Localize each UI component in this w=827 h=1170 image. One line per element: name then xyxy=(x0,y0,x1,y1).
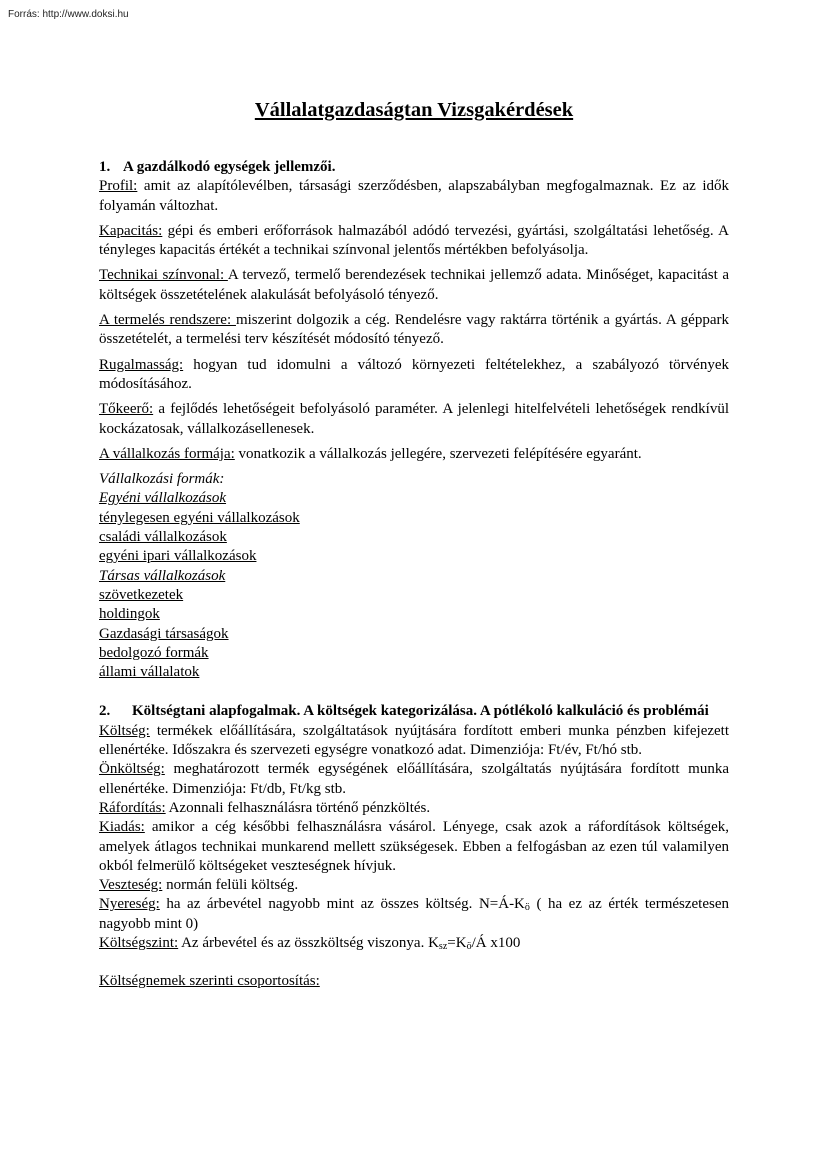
definition: hogyan tud idomulni a változó környezeti feltételekhez, a szabályozó törvények módosításához. xyxy=(99,356,729,392)
paragraph-spacer xyxy=(99,953,729,972)
definition: amit az alapítólevélben, társasági szerződésben, alapszabályban megfogalmaznak. Ez az idők folyamán változhat. xyxy=(99,178,729,214)
list-item: Társas vállalkozások xyxy=(99,567,226,584)
list-item: Egyéni vállalkozások xyxy=(99,490,227,507)
list-item: bedolgozó formák xyxy=(99,644,209,661)
term: Veszteség: xyxy=(99,877,163,894)
definition: ha az árbevétel nagyobb mint az összes költség. N=Á-K xyxy=(159,896,525,913)
term: Ráfordítás: xyxy=(99,799,166,816)
list-item: Gazdasági társaságok xyxy=(99,625,229,642)
definition-paragraph xyxy=(99,760,729,799)
profit-definition xyxy=(99,895,729,934)
definition: =K xyxy=(447,934,467,951)
section-title: A gazdálkodó egységek jellemzői. xyxy=(123,159,336,175)
term: Költségszint: xyxy=(99,934,179,951)
definition-paragraph xyxy=(99,266,729,305)
term: Kapacitás: xyxy=(99,222,163,239)
term: Technikai színvonal: xyxy=(99,267,228,284)
list-item: családi vállalkozások xyxy=(99,529,227,546)
definition: termékek előállítására, szolgáltatások nyújtására fordított emberi munka pénzben kifejezett ellenértéke. Időszakra és szervezeti egységre vonatkozó adat. Dimenziója: Ft/év, Ft/hó stb. xyxy=(99,722,729,759)
list-item: állami vállalatok xyxy=(99,664,200,681)
term: Önköltség: xyxy=(99,761,165,778)
subscript: sz xyxy=(438,940,448,952)
definition: miszerint dolgozik a cég. Rendelésre vagy raktárra történik a gyártás. A géppark összetételét, a termelési terv készítését módosító tényező. xyxy=(99,312,729,348)
forms-list xyxy=(99,489,729,682)
section-1-paragraphs xyxy=(99,177,729,464)
definition-paragraph xyxy=(99,356,729,395)
list-item: holdingok xyxy=(99,606,160,623)
definition: meghatározott termék egységének előállítására, szolgáltatás nyújtására fordított munka ellenértéke. Dimenziója: Ft/db, Ft/kg stb. xyxy=(99,761,729,797)
definition-paragraph xyxy=(99,222,729,261)
definition: vonatkozik a vállalkozás jellegére, szervezeti felépítésére egyaránt. xyxy=(234,445,642,462)
definition-paragraph xyxy=(99,311,729,350)
list-item: szövetkezetek xyxy=(99,586,184,603)
definition: normán felüli költség. xyxy=(162,877,299,894)
definition-paragraph xyxy=(99,177,729,216)
definition: Az árbevétel és az összköltség viszonya. K xyxy=(178,934,439,951)
definition: ( ha ez az érték természetesen nagyobb mint 0) xyxy=(99,896,729,932)
definition: gépi és emberi erőforrások halmazából adódó tervezési, gyártási, szolgáltatási lehetőség. A tényleges kapacitás értékét a technikai színvonal jelentős mértékben befolyásolja. xyxy=(99,222,729,259)
definition-paragraph xyxy=(99,400,729,439)
definition: Azonnali felhasználásra történő pénzköltés. xyxy=(165,799,431,816)
definition: a fejlődés lehetőségeit befolyásoló paraméter. A jelenlegi hitelfelvételi lehetőségek rendkívül kockázatosak, vállalkozásellenesek. xyxy=(99,401,729,437)
document-title: Vállalatgazdaságtan Vizsgakérdések xyxy=(254,99,574,121)
document-body xyxy=(99,158,729,992)
term: Kiadás: xyxy=(99,819,145,836)
term: A termelés rendszere: xyxy=(99,312,236,329)
definition: amikor a cég későbbi felhasználásra vásárol. Lényege, csak azok a ráfordítások költségek, amelyek átlagos technikai munkarend mellett szükségesek. Ebben a felfogásban az ezen túl valamilyen okból felmerülő költségeket veszteségnek hívjuk. xyxy=(99,819,729,874)
subscript: ö xyxy=(524,902,530,914)
definition-paragraph xyxy=(99,799,729,818)
term: Profil: xyxy=(99,178,138,195)
grouping-label: Költségnemek szerinti csoportosítás: xyxy=(99,973,320,990)
list-item: egyéni ipari vállalkozások xyxy=(99,548,257,565)
definition-paragraph xyxy=(99,876,729,895)
list-item: ténylegesen egyéni vállalkozások xyxy=(99,509,300,526)
section-2-paragraphs xyxy=(99,722,729,896)
forms-label: Vállalkozási formák: xyxy=(99,471,225,488)
term: Nyereség: xyxy=(99,896,160,913)
section-title: Költségtani alapfogalmak. A költségek kategorizálása. A pótlékoló kalkuláció és problémái xyxy=(132,703,709,720)
section-spacer xyxy=(99,682,729,702)
definition-paragraph xyxy=(99,722,729,761)
definition: /Á x100 xyxy=(471,934,521,951)
term: Költség: xyxy=(99,722,150,739)
cost-level-definition xyxy=(99,934,729,953)
section-2-heading xyxy=(99,702,729,721)
definition: A tervező, termelő berendezések technikai jellemző adata. Minőséget, kapacitást a költségek összetételének alakulását befolyásoló tényező. xyxy=(99,267,729,303)
section-1-heading xyxy=(99,158,729,177)
term: A vállalkozás formája: xyxy=(99,445,235,462)
term: Rugalmasság: xyxy=(99,356,184,373)
definition-paragraph xyxy=(99,445,729,464)
section-number: 1. xyxy=(99,159,111,175)
term: Tőkeerő: xyxy=(99,401,154,418)
section-number: 2. xyxy=(99,703,111,720)
subscript: ö xyxy=(466,940,472,952)
source-label: Forrás: http://www.doksi.hu xyxy=(8,9,129,20)
definition-paragraph xyxy=(99,818,729,876)
